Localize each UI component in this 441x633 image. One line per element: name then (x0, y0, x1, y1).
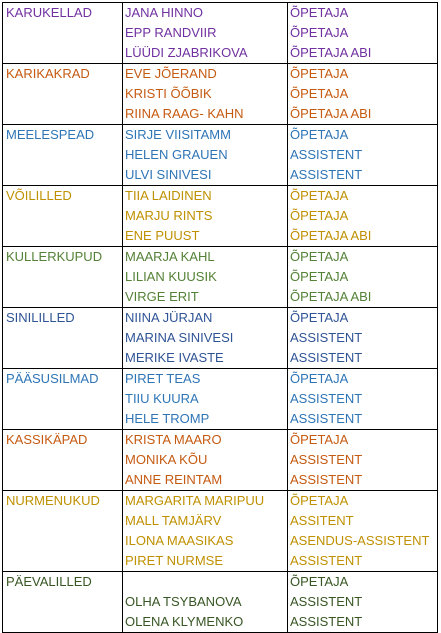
staff-role-cell: ÕPETAJA ABI (288, 43, 438, 64)
table-row (3, 592, 438, 612)
group-name-cell (3, 226, 123, 247)
group-name-cell (3, 267, 123, 287)
staff-role-cell: ÕPETAJA (288, 267, 438, 287)
group-name-cell (3, 104, 123, 125)
staff-name-cell: ILONA MAASIKAS (123, 531, 288, 551)
table-row (3, 389, 438, 409)
staff-role-cell: ÕPETAJA ABI (288, 104, 438, 125)
group-name-cell: SINILILLED (3, 308, 123, 329)
staff-role-cell: ÕPETAJA (288, 64, 438, 85)
staff-role-cell: ASSISTENT (288, 612, 438, 633)
table-row (3, 430, 438, 451)
staff-name-cell: VIRGE ERIT (123, 287, 288, 308)
staff-role-cell: ASSITENT (288, 511, 438, 531)
table-row (3, 348, 438, 369)
staff-name-cell: HELEN GRAUEN (123, 145, 288, 165)
group-name-cell (3, 328, 123, 348)
staff-role-cell: ÕPETAJA (288, 84, 438, 104)
table-row (3, 470, 438, 491)
staff-name-cell: NIINA JÜRJAN (123, 308, 288, 329)
table-row (3, 308, 438, 329)
staff-name-cell: TIIA LAIDINEN (123, 186, 288, 207)
table-row (3, 64, 438, 85)
staff-role-cell: ASSISTENT (288, 145, 438, 165)
staff-name-cell: ULVI SINIVESI (123, 165, 288, 186)
staff-role-cell: ÕPETAJA (288, 23, 438, 43)
group-name-cell: NURMENUKUD (3, 491, 123, 512)
table-row (3, 206, 438, 226)
staff-role-cell: ASSISTENT (288, 328, 438, 348)
staff-name-cell: KRISTA MAARO (123, 430, 288, 451)
group-name-cell (3, 409, 123, 430)
staff-role-cell: ÕPETAJA (288, 125, 438, 146)
staff-name-cell: MALL TAMJÄRV (123, 511, 288, 531)
staff-name-cell: MONIKA KÕU (123, 450, 288, 470)
table-row (3, 104, 438, 125)
table-row (3, 165, 438, 186)
staff-name-cell: ENE PUUST (123, 226, 288, 247)
staff-role-cell: ASENDUS-ASSISTENT (288, 531, 438, 551)
staff-name-cell: RIINA RAAG- KAHN (123, 104, 288, 125)
group-name-cell: VÕILILLED (3, 186, 123, 207)
staff-role-cell: ÕPETAJA (288, 3, 438, 24)
staff-name-cell: KRISTI ÕÕBIK (123, 84, 288, 104)
staff-name-cell: JANA HINNO (123, 3, 288, 24)
group-name-cell (3, 287, 123, 308)
group-name-cell (3, 450, 123, 470)
group-name-cell (3, 612, 123, 633)
group-name-cell (3, 43, 123, 64)
table-row (3, 226, 438, 247)
table-row (3, 409, 438, 430)
staff-role-cell: ÕPETAJA ABI (288, 226, 438, 247)
group-name-cell: PÄÄSUSILMAD (3, 369, 123, 390)
group-name-cell: KULLERKUPUD (3, 247, 123, 268)
table-row (3, 247, 438, 268)
staff-role-cell: ÕPETAJA (288, 369, 438, 390)
staff-name-cell: MERIKE IVASTE (123, 348, 288, 369)
table-row (3, 551, 438, 572)
table-row (3, 328, 438, 348)
staff-role-cell: ÕPETAJA (288, 186, 438, 207)
staff-name-cell (123, 572, 288, 593)
group-name-cell (3, 551, 123, 572)
staff-name-cell: ANNE REINTAM (123, 470, 288, 491)
staff-name-cell: OLENA KLYMENKO (123, 612, 288, 633)
staff-name-cell: LILIAN KUUSIK (123, 267, 288, 287)
group-name-cell: KARUKELLAD (3, 3, 123, 24)
staff-table-body (3, 3, 438, 633)
staff-name-cell: MARJU RINTS (123, 206, 288, 226)
group-name-cell (3, 592, 123, 612)
table-row (3, 572, 438, 593)
staff-name-cell: MAARJA KAHL (123, 247, 288, 268)
group-name-cell (3, 165, 123, 186)
table-row (3, 491, 438, 512)
table-row (3, 23, 438, 43)
table-row (3, 531, 438, 551)
staff-role-cell: ÕPETAJA (288, 308, 438, 329)
staff-name-cell: TIIU KUURA (123, 389, 288, 409)
staff-role-cell: ÕPETAJA (288, 572, 438, 593)
staff-name-cell: PIRET TEAS (123, 369, 288, 390)
group-name-cell (3, 389, 123, 409)
group-name-cell (3, 470, 123, 491)
staff-role-cell: ASSISTENT (288, 165, 438, 186)
staff-name-cell: PIRET NURMSE (123, 551, 288, 572)
group-name-cell: PÄEVALILLED (3, 572, 123, 593)
staff-role-cell: ASSISTENT (288, 409, 438, 430)
staff-role-cell: ÕPETAJA (288, 206, 438, 226)
staff-role-cell: ASSISTENT (288, 551, 438, 572)
staff-name-cell: MARINA SINIVESI (123, 328, 288, 348)
staff-name-cell: EVE JÕERAND (123, 64, 288, 85)
group-name-cell (3, 531, 123, 551)
table-row (3, 186, 438, 207)
table-row (3, 511, 438, 531)
table-row (3, 369, 438, 390)
staff-name-cell: OLHA TSYBANOVA (123, 592, 288, 612)
staff-role-cell: ASSISTENT (288, 470, 438, 491)
group-name-cell (3, 84, 123, 104)
table-row (3, 84, 438, 104)
group-name-cell (3, 348, 123, 369)
table-row (3, 125, 438, 146)
table-row (3, 267, 438, 287)
group-name-cell (3, 23, 123, 43)
staff-name-cell: SIRJE VIISITAMM (123, 125, 288, 146)
group-name-cell: MEELESPEAD (3, 125, 123, 146)
table-row (3, 450, 438, 470)
table-row (3, 612, 438, 633)
group-name-cell (3, 206, 123, 226)
staff-role-cell: ASSISTENT (288, 450, 438, 470)
staff-role-cell: ÕPETAJA (288, 491, 438, 512)
staff-name-cell: MARGARITA MARIPUU (123, 491, 288, 512)
staff-table (2, 2, 438, 633)
staff-name-cell: EPP RANDVIIR (123, 23, 288, 43)
staff-name-cell: LÜÜDI ZJABRIKOVA (123, 43, 288, 64)
group-name-cell (3, 511, 123, 531)
staff-role-cell: ASSISTENT (288, 389, 438, 409)
staff-role-cell: ÕPETAJA (288, 247, 438, 268)
table-row (3, 287, 438, 308)
staff-role-cell: ASSISTENT (288, 348, 438, 369)
group-name-cell: KASSIKÄPAD (3, 430, 123, 451)
staff-role-cell: ASSISTENT (288, 592, 438, 612)
table-row (3, 43, 438, 64)
group-name-cell (3, 145, 123, 165)
group-name-cell: KARIKAKRAD (3, 64, 123, 85)
staff-role-cell: ÕPETAJA ABI (288, 287, 438, 308)
table-row (3, 3, 438, 24)
staff-name-cell: HELE TROMP (123, 409, 288, 430)
table-row (3, 145, 438, 165)
staff-role-cell: ÕPETAJA (288, 430, 438, 451)
